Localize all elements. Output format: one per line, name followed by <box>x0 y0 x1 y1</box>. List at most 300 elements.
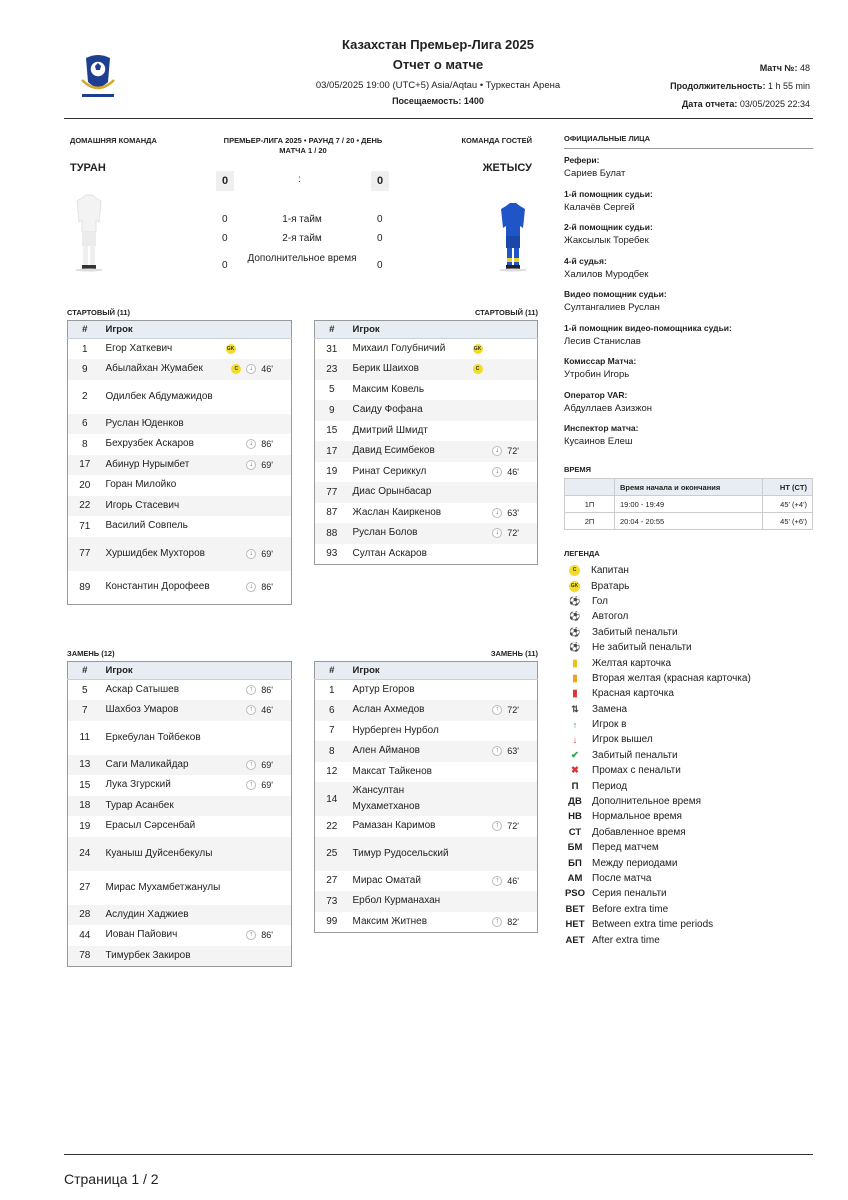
player-number: 8 <box>81 438 88 450</box>
event-minute: 72' <box>507 528 519 539</box>
table-row <box>68 925 292 946</box>
event-minute: 86' <box>261 439 273 450</box>
event-minute: 82' <box>507 916 519 927</box>
legend-text: Нормальное время <box>592 811 682 823</box>
legend-text: Промах с пенальти <box>592 765 681 777</box>
match-duration: Продолжительность: 1 h 55 min <box>670 81 810 91</box>
table-row <box>68 775 292 796</box>
official-name: Жаксылык Торебек <box>564 235 649 246</box>
player-number: 17 <box>68 455 102 476</box>
player-events <box>222 339 292 360</box>
player-in-icon: ↑ <box>492 821 502 831</box>
player-events <box>222 700 292 721</box>
player-name: Ален Айманов <box>349 741 469 762</box>
player-in-icon: ↑ <box>246 780 256 790</box>
player-name: Игорь Стасевич <box>102 496 222 517</box>
player-name: Аскар Сатышев <box>105 684 180 695</box>
player-events <box>222 359 292 380</box>
p2-label: 2-я тайм <box>282 233 322 244</box>
legend-key: П <box>571 780 579 792</box>
player-name: Саги Маликайдар <box>102 755 222 776</box>
event-minute: 69' <box>261 780 273 791</box>
legend-key: ↓ <box>572 734 578 745</box>
table-row <box>315 400 538 421</box>
player-events <box>469 700 538 721</box>
player-name: Берик Шаихов <box>349 359 469 380</box>
header-divider <box>64 118 813 119</box>
official-entry <box>564 155 814 189</box>
legend-text: Before extra time <box>592 903 669 915</box>
table-row <box>68 537 292 571</box>
legend-text: Желтая карточка <box>592 657 672 669</box>
player-events <box>469 680 538 701</box>
event-minute: 72' <box>507 705 519 716</box>
player-events <box>469 380 538 401</box>
player-number: 77 <box>68 537 102 571</box>
player-events <box>469 871 538 892</box>
legend-list <box>563 563 813 948</box>
official-entry <box>564 289 814 323</box>
league-round: ПРЕМЬЕР-ЛИГА 2025 • РАУНД 7 / 20 • ДЕНЬ МАТЧА 1 / 20 <box>223 136 383 155</box>
table-row <box>315 421 538 442</box>
table-row <box>68 496 292 517</box>
official-entry <box>564 323 814 357</box>
legend-text: Красная карточка <box>592 688 674 700</box>
player-number: 19 <box>79 820 91 832</box>
table-row <box>68 434 292 455</box>
player-in-icon: ↑ <box>492 876 502 886</box>
home-team-name: ТУРАН <box>70 162 106 174</box>
player-name: Лука Згурский <box>105 779 171 791</box>
player-events <box>222 755 292 776</box>
official-entry <box>564 423 814 457</box>
legend-key: C <box>569 565 580 576</box>
player-out-icon: ↓ <box>492 467 502 477</box>
player-events <box>469 441 538 462</box>
event-minute: 72' <box>507 446 519 457</box>
player-events <box>469 503 538 524</box>
player-events <box>469 400 538 421</box>
player-out-icon: ↓ <box>246 582 256 592</box>
player-name: Михаил Голубничий <box>352 343 446 354</box>
player-events <box>222 380 292 414</box>
legend-item <box>563 563 813 578</box>
table-row <box>315 816 538 837</box>
legend-text: Серия пенальти <box>592 888 667 900</box>
player-events <box>222 721 292 755</box>
player-events <box>222 414 292 435</box>
player-events <box>222 905 292 926</box>
player-name: Мирас Оматай <box>352 874 421 886</box>
home-team-caption: ДОМАШНЯЯ КОМАНДА <box>70 136 157 145</box>
player-name: Диас Орынбасар <box>349 482 469 503</box>
player-events <box>222 537 292 571</box>
player-name: Тимурбек Закиров <box>102 946 222 967</box>
event-minute: 69' <box>261 759 273 770</box>
player-events <box>469 762 538 783</box>
legend-item <box>563 809 813 824</box>
legend-title: ЛЕГЕНДА <box>564 549 600 558</box>
table-row <box>315 380 538 401</box>
player-name: Жансултан Мухаметханов <box>349 782 469 816</box>
legend-text: Гол <box>592 595 608 607</box>
legend-item <box>563 609 813 624</box>
legend-item <box>563 655 813 670</box>
goalkeeper-icon: GK <box>473 346 482 352</box>
official-entry <box>564 256 814 290</box>
report-date: Дата отчета: 03/05/2025 22:34 <box>681 99 810 109</box>
table-row <box>68 837 292 871</box>
player-number: 1 <box>81 343 88 355</box>
player-name: Максим Житнев <box>352 915 428 927</box>
player-number: 78 <box>68 946 102 967</box>
table-row <box>315 700 538 721</box>
legend-text: Between extra time periods <box>592 919 714 931</box>
official-role: Инспектор матча: <box>564 423 639 433</box>
player-number: 17 <box>315 441 349 462</box>
player-events <box>222 837 292 871</box>
table-row <box>68 414 292 435</box>
table-row <box>68 796 292 817</box>
legend-key: БМ <box>567 842 583 854</box>
legend-item <box>563 886 813 901</box>
captain-icon: C <box>473 364 483 374</box>
legend-key: НВ <box>568 811 582 823</box>
et-label: Дополнительное время <box>247 253 357 264</box>
col-player: Игрок <box>102 662 292 680</box>
away-kit-icon <box>496 192 530 272</box>
player-number: 99 <box>326 916 338 927</box>
official-role: Рефери: <box>564 155 600 165</box>
player-name: Ринат Сериккул <box>352 465 427 477</box>
table-row <box>315 482 538 503</box>
legend-key: ⇅ <box>571 703 579 714</box>
table-row <box>68 871 292 905</box>
legend-key: ⚽ <box>569 626 581 637</box>
table-row <box>315 891 538 912</box>
legend-text: Между периодами <box>592 857 678 869</box>
score-separator: : <box>298 174 301 185</box>
player-name: Максим Ковель <box>352 383 425 395</box>
legend-item <box>563 932 813 947</box>
legend-text: Забитый пенальти <box>592 626 678 638</box>
time-row-1: 1П 19:00 - 19:49 45' (+4') <box>565 496 813 513</box>
table-header <box>68 662 292 680</box>
player-number: 20 <box>79 479 91 491</box>
legend-key: ▮ <box>572 688 578 700</box>
table-row <box>68 359 292 380</box>
table-row <box>68 339 292 360</box>
player-events <box>469 421 538 442</box>
player-events <box>469 782 538 816</box>
player-events <box>222 775 292 796</box>
legend-key: PSO <box>564 888 586 900</box>
player-name: Одилбек Абдумажидов <box>105 390 213 402</box>
player-number: 14 <box>315 782 349 816</box>
official-role: 4-й судья: <box>564 255 607 266</box>
table-row <box>315 741 538 762</box>
legend-item <box>563 686 813 701</box>
player-name: Ерасыл Сәрсенбай <box>105 820 196 832</box>
player-number: 2 <box>81 391 88 402</box>
player-number: 25 <box>315 837 349 871</box>
legend-text: Период <box>592 780 628 792</box>
legend-text: After extra time <box>592 934 660 946</box>
legend-key: AET <box>565 934 585 946</box>
player-name: Тимур Рудосельский <box>349 837 469 871</box>
player-number: 5 <box>328 384 335 396</box>
player-events <box>469 544 538 565</box>
player-events <box>222 571 292 605</box>
legend-text: Не забитый пенальти <box>592 642 692 654</box>
player-events <box>222 925 292 946</box>
player-name: Саиду Фофана <box>349 400 469 421</box>
player-number: 18 <box>68 796 102 817</box>
p1-home: 0 <box>222 214 228 225</box>
event-minute: 46' <box>261 705 273 716</box>
legend-item <box>563 840 813 855</box>
player-number: 13 <box>68 755 102 776</box>
player-in-icon: ↑ <box>492 917 502 927</box>
officials-divider <box>564 148 813 149</box>
player-in-icon: ↑ <box>246 685 256 695</box>
col-player: Игрок <box>349 662 538 680</box>
player-events <box>222 516 292 537</box>
table-row <box>68 700 292 721</box>
captain-icon: C <box>231 364 241 374</box>
player-name: Василий Совпель <box>105 520 188 532</box>
player-number: 1 <box>328 684 335 696</box>
player-number: 24 <box>68 837 102 871</box>
player-name: Куаныш Дуйсенбекулы <box>102 837 222 871</box>
legend-key: ↑ <box>572 719 578 730</box>
table-row <box>315 523 538 544</box>
col-number: # <box>68 321 102 339</box>
table-row <box>315 462 538 483</box>
player-number: 93 <box>326 548 338 559</box>
player-events <box>469 482 538 503</box>
officials-list <box>564 155 814 457</box>
official-name: Лесив Станислав <box>564 335 641 347</box>
legend-text: Вратарь <box>591 580 630 592</box>
player-number: 11 <box>79 732 90 743</box>
report-subtitle: Отчет о матче <box>392 57 484 72</box>
player-name: Дмитрий Шмидт <box>352 424 428 436</box>
legend-text: Игрок в <box>592 719 627 731</box>
away-starting-table <box>314 320 538 565</box>
legend-item <box>563 578 813 593</box>
table-row <box>68 721 292 755</box>
player-number: 88 <box>315 523 349 544</box>
player-name: Константин Дорофеев <box>105 581 210 593</box>
event-minute: 63' <box>507 507 519 518</box>
player-number: 31 <box>326 343 338 355</box>
legend-item <box>563 702 813 717</box>
player-events <box>222 496 292 517</box>
footer-divider <box>64 1154 813 1155</box>
event-minute: 86' <box>261 582 273 593</box>
player-events <box>469 891 538 912</box>
player-events <box>469 359 538 380</box>
legend-text: Автогол <box>592 611 629 623</box>
time-table: Время начала и окончания HT (CT) 1П 19:00 - 19:49 45' (+4') 2П 20:04 - 20:55 45' (+6') <box>564 478 813 530</box>
player-events <box>222 816 292 837</box>
table-row <box>315 544 538 565</box>
table-row <box>315 359 538 380</box>
time-title: ВРЕМЯ <box>564 465 592 474</box>
player-name: Максат Тайкенов <box>352 765 432 777</box>
player-number: 27 <box>79 882 91 893</box>
page-number: Страница 1 / 2 <box>64 1171 159 1187</box>
legend-item <box>563 871 813 886</box>
legend-item <box>563 917 813 932</box>
official-role: 1-й помощник судьи: <box>564 188 653 199</box>
player-number: 8 <box>315 741 349 762</box>
legend-item <box>563 717 813 732</box>
player-name: Ербол Курманахан <box>349 891 469 912</box>
player-number: 15 <box>79 779 91 791</box>
official-role: Комиссар Матча: <box>564 356 637 366</box>
event-minute: 86' <box>261 685 273 695</box>
player-out-icon: ↓ <box>492 446 502 456</box>
legend-key: СТ <box>568 826 582 838</box>
home-subs-table <box>67 661 292 967</box>
official-name: Кусаинов Елеш <box>564 436 633 447</box>
table-row <box>68 475 292 496</box>
player-name: Жаслан Каиркенов <box>352 506 442 518</box>
official-role: 1-й помощник видео-помощника судьи: <box>564 322 732 333</box>
report-title: Казахстан Премьер-Лига 2025 <box>342 37 534 52</box>
p1-label: 1-я тайм <box>282 214 322 225</box>
p2-away: 0 <box>377 233 383 244</box>
table-row <box>315 503 538 524</box>
player-name: Еркебулан Тойбеков <box>105 731 201 743</box>
legend-text: Капитан <box>591 565 629 577</box>
table-row <box>315 782 538 816</box>
player-events <box>469 741 538 762</box>
player-events <box>469 721 538 742</box>
legend-item <box>563 732 813 747</box>
player-events <box>469 816 538 837</box>
officials-title: ОФИЦИАЛЬНЫЕ ЛИЦА <box>564 134 651 143</box>
legend-text: Добавленное время <box>592 826 686 838</box>
table-row <box>68 680 292 701</box>
official-entry <box>564 390 814 424</box>
legend-text: Замена <box>592 703 628 715</box>
player-out-icon: ↓ <box>246 439 256 449</box>
event-minute: 69' <box>261 548 273 559</box>
table-row <box>315 721 538 742</box>
player-number: 6 <box>68 414 102 435</box>
table-header <box>68 321 292 339</box>
event-minute: 86' <box>261 930 273 941</box>
legend-text: Вторая желтая (красная карточка) <box>592 672 751 684</box>
player-name: Аслудин Хаджиев <box>102 905 222 926</box>
legend-key: BET <box>565 903 585 915</box>
p1-away: 0 <box>377 214 383 225</box>
table-row <box>68 455 292 476</box>
legend-text: Забитый пенальти <box>592 749 678 761</box>
table-row <box>68 946 292 967</box>
official-entry <box>564 189 814 223</box>
col-player: Игрок <box>102 321 292 339</box>
table-row <box>315 680 538 701</box>
legend-key: ⚽ <box>569 642 581 653</box>
legend-key: ⚽ <box>569 611 581 622</box>
legend-key: ✔ <box>571 749 579 761</box>
table-row <box>68 905 292 926</box>
player-name: Рамазан Каримов <box>352 820 436 832</box>
event-minute: 46' <box>507 875 519 886</box>
event-minute: 72' <box>507 821 519 832</box>
col-number: # <box>315 321 349 339</box>
et-away: 0 <box>377 260 383 271</box>
table-row <box>315 762 538 783</box>
player-name: Турар Асанбек <box>102 796 222 817</box>
player-name: Артур Егоров <box>352 684 415 695</box>
player-number: 22 <box>68 496 102 517</box>
player-number: 71 <box>79 520 91 532</box>
player-events <box>222 475 292 496</box>
player-number: 19 <box>326 466 338 478</box>
player-number: 5 <box>81 684 88 696</box>
p2-home: 0 <box>222 233 228 244</box>
table-header <box>315 321 538 339</box>
player-name: Руслан Болов <box>349 523 469 544</box>
et-home: 0 <box>222 260 228 271</box>
player-events <box>222 796 292 817</box>
player-in-icon: ↑ <box>492 705 502 715</box>
official-name: Сариев Булат <box>564 168 626 179</box>
table-row <box>68 516 292 537</box>
player-out-icon: ↓ <box>492 528 502 538</box>
player-events <box>469 523 538 544</box>
player-name: Бехрузбек Аскаров <box>105 438 194 450</box>
legend-text: Игрок вышел <box>592 734 653 746</box>
table-row <box>315 871 538 892</box>
official-entry <box>564 222 814 256</box>
player-name: Егор Хаткевич <box>105 343 173 354</box>
match-number: Матч №: 48 <box>759 63 810 73</box>
official-role: 2-й помощник судьи: <box>564 222 653 232</box>
legend-key: ▮ <box>572 672 578 684</box>
legend-item <box>563 855 813 870</box>
player-number: 7 <box>328 725 335 737</box>
home-starting-table <box>67 320 292 605</box>
player-in-icon: ↑ <box>246 760 256 770</box>
away-team-caption: КОМАНДА ГОСТЕЙ <box>461 136 532 145</box>
legend-item <box>563 625 813 640</box>
official-name: Абдуллаев Азизжон <box>564 402 653 414</box>
player-events <box>222 946 292 967</box>
player-number: 6 <box>315 700 349 721</box>
home-kit-icon <box>72 192 106 272</box>
player-name: Абинур Нурымбет <box>102 455 222 476</box>
official-name: Султангалиев Руслан <box>564 302 660 313</box>
player-number: 7 <box>68 700 102 721</box>
legend-item <box>563 825 813 840</box>
home-starting-caption: СТАРТОВЫЙ (11) <box>67 308 131 317</box>
legend-item <box>563 671 813 686</box>
legend-item <box>563 778 813 793</box>
official-name: Утробин Игорь <box>564 369 630 380</box>
legend-item <box>563 640 813 655</box>
official-name: Калачёв Сергей <box>564 201 635 213</box>
away-score: 0 <box>371 171 389 191</box>
table-row <box>315 339 538 360</box>
table-row <box>315 837 538 871</box>
player-in-icon: ↑ <box>246 705 256 715</box>
